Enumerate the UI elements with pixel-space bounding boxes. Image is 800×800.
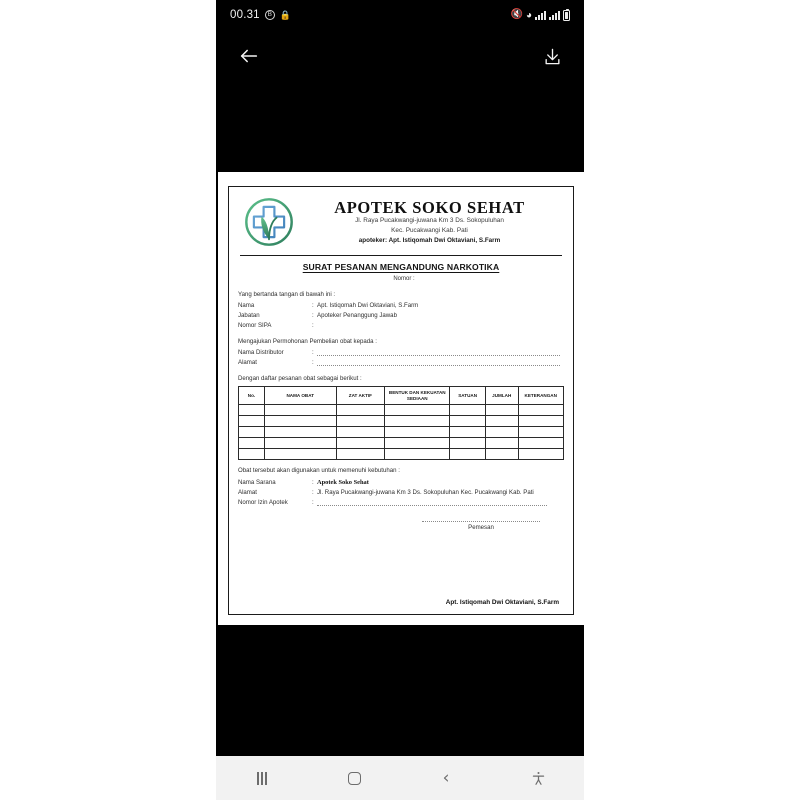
field-row: [238, 301, 564, 311]
back-chevron-icon: ‹: [442, 767, 450, 788]
table-row: [239, 449, 564, 460]
table-header-cell: BENTUK DAN KEKUATAN SEDIAAN: [385, 387, 450, 405]
field-label: Nomor Izin Apotek: [238, 498, 288, 506]
document-nomor-label: Nomor :: [393, 276, 415, 283]
field-colon: :: [312, 349, 314, 357]
pharmacy-apoteker: apoteker: Apt. Istiqomah Dwi Oktaviani, S.Farm: [358, 237, 501, 245]
table-header-row: [239, 387, 564, 405]
table-cell[interactable]: [385, 405, 450, 416]
signer-name: Apt. Istiqomah Dwi Oktaviani, S.Farm: [445, 598, 559, 606]
pharmacy-address-line1: Jl. Raya Pucakwangi-juwana Km 3 Ds. Sokopuluhan: [355, 216, 504, 224]
signal-bars-icon: [535, 10, 546, 20]
status-bar: [216, 0, 584, 30]
field-colon: :: [312, 302, 314, 310]
purpose-section: [238, 467, 564, 507]
table-cell[interactable]: [239, 449, 265, 460]
table-header-cell: SATUAN: [450, 387, 486, 405]
table-cell[interactable]: [450, 427, 486, 438]
table-row: [239, 427, 564, 438]
table-cell[interactable]: [486, 416, 519, 427]
signature-role: Pemesan: [468, 523, 494, 531]
table-body: [239, 405, 564, 460]
signature-line: [422, 521, 540, 522]
field-colon: :: [312, 478, 314, 486]
table-cell[interactable]: [265, 449, 337, 460]
table-row: [239, 416, 564, 427]
table-cell[interactable]: [239, 427, 265, 438]
signature-area: [238, 521, 564, 533]
table-cell[interactable]: [239, 416, 265, 427]
table-cell[interactable]: [336, 427, 385, 438]
field-colon: :: [312, 498, 314, 506]
download-icon[interactable]: [543, 47, 562, 66]
accessibility-icon: [531, 770, 546, 786]
table-cell[interactable]: [336, 405, 385, 416]
table-cell[interactable]: [265, 427, 337, 438]
document-title: SURAT PESANAN MENGANDUNG NARKOTIKA: [302, 262, 500, 272]
fill-in-line[interactable]: [317, 346, 560, 356]
field-label: Alamat: [238, 359, 257, 367]
mute-icon: 🔇: [510, 8, 523, 20]
table-header-cell: KETERANGAN: [518, 387, 564, 405]
phone-screen: [216, 0, 584, 800]
table-cell[interactable]: [336, 416, 385, 427]
app-toolbar: [216, 30, 584, 82]
purpose-lead: Obat tersebut akan digunakan untuk memenuhi kebutuhan :: [238, 467, 400, 475]
status-bar-right: [511, 10, 571, 21]
field-colon: :: [312, 322, 314, 330]
back-arrow-icon[interactable]: [238, 45, 260, 67]
table-cell[interactable]: [518, 405, 564, 416]
field-label: Nama: [238, 302, 255, 310]
table-cell[interactable]: [486, 438, 519, 449]
table-header-cell: ZAT AKTIF: [336, 387, 385, 405]
field-value: Apt. Istiqomah Dwi Oktaviani, S.Farm: [317, 302, 419, 310]
table-cell[interactable]: [265, 416, 337, 427]
document-frame: [228, 186, 574, 615]
table-cell[interactable]: [265, 438, 337, 449]
table-cell[interactable]: [239, 405, 265, 416]
table-cell[interactable]: [486, 427, 519, 438]
field-label: Jabatan: [238, 312, 260, 320]
home-icon: [348, 772, 361, 785]
field-value: [317, 321, 564, 331]
table-cell[interactable]: [450, 438, 486, 449]
letterhead: [238, 193, 564, 252]
field-colon: :: [312, 488, 314, 496]
table-cell[interactable]: [336, 449, 385, 460]
fill-in-line[interactable]: [317, 496, 547, 506]
status-bar-left: [230, 9, 291, 21]
field-label: Nama Distributor: [238, 349, 284, 357]
table-cell[interactable]: [385, 438, 450, 449]
field-value: Apotek Soko Sehat: [317, 478, 369, 486]
table-cell[interactable]: [518, 438, 564, 449]
dnd-badge-icon: B: [265, 10, 275, 20]
field-colon: :: [312, 312, 314, 320]
wifi-icon: ◕: [525, 9, 532, 21]
request-section: [238, 338, 564, 368]
undersigned-lead: Yang bertanda tangan di bawah ini :: [238, 291, 336, 299]
field-row: [238, 498, 564, 508]
table-header-cell: NAMA OBAT: [265, 387, 337, 405]
accessibility-button[interactable]: [492, 770, 584, 786]
field-row: [238, 478, 564, 488]
table-header-cell: No.: [239, 387, 265, 405]
letterhead-text: [303, 199, 564, 246]
field-value: Apoteker Penanggung Jawab: [317, 312, 397, 320]
table-cell[interactable]: [450, 405, 486, 416]
field-colon: :: [312, 359, 314, 367]
home-button[interactable]: [308, 772, 400, 785]
signal-bars-2-icon: [549, 10, 560, 20]
field-label: Nama Sarana: [238, 478, 276, 486]
battery-icon: [563, 10, 570, 21]
table-cell[interactable]: [265, 405, 337, 416]
table-cell[interactable]: [239, 438, 265, 449]
table-cell[interactable]: [450, 449, 486, 460]
recents-icon: [257, 772, 267, 785]
order-table: [238, 386, 564, 460]
table-row: [239, 405, 564, 416]
signature-block: [422, 521, 540, 533]
table-cell[interactable]: [385, 416, 450, 427]
undersigned-section: [238, 291, 564, 331]
pharmacy-address-line2: Kec. Pucakwangi Kab. Pati: [391, 226, 468, 234]
field-row: [238, 321, 564, 331]
table-lead: Dengan daftar pesanan obat sebagai berikut :: [238, 375, 362, 383]
status-clock: 00.31: [230, 9, 260, 21]
table-header-cell: JUMLAH: [486, 387, 519, 405]
table-cell[interactable]: [336, 438, 385, 449]
fill-in-line[interactable]: [317, 356, 560, 366]
table-cell[interactable]: [385, 449, 450, 460]
field-label: Alamat: [238, 488, 257, 496]
field-value: Jl. Raya Pucakwangi-juwana Km 3 Ds. Sokopuluhan Kec. Pucakwangi Kab. Pati: [317, 488, 534, 496]
table-cell[interactable]: [518, 416, 564, 427]
table-row: [239, 438, 564, 449]
recents-button[interactable]: [216, 772, 308, 785]
letterhead-divider: [240, 255, 562, 256]
table-cell[interactable]: [518, 427, 564, 438]
request-lead: Mengajukan Permohonan Pembelian obat kepada :: [238, 338, 377, 346]
table-cell[interactable]: [518, 449, 564, 460]
field-row: [238, 311, 564, 321]
field-row: [238, 358, 564, 368]
document-page[interactable]: [218, 172, 584, 625]
lock-icon: 🔒: [279, 9, 291, 20]
field-label: Nomor SIPA: [238, 322, 272, 330]
pharmacy-name: APOTEK SOKO SEHAT: [334, 197, 525, 217]
table-cell[interactable]: [486, 405, 519, 416]
table-cell[interactable]: [385, 427, 450, 438]
back-button[interactable]: [400, 767, 492, 788]
pharmacy-logo-icon: [242, 195, 296, 249]
android-nav-bar: [216, 756, 584, 800]
table-cell[interactable]: [450, 416, 486, 427]
table-cell[interactable]: [486, 449, 519, 460]
